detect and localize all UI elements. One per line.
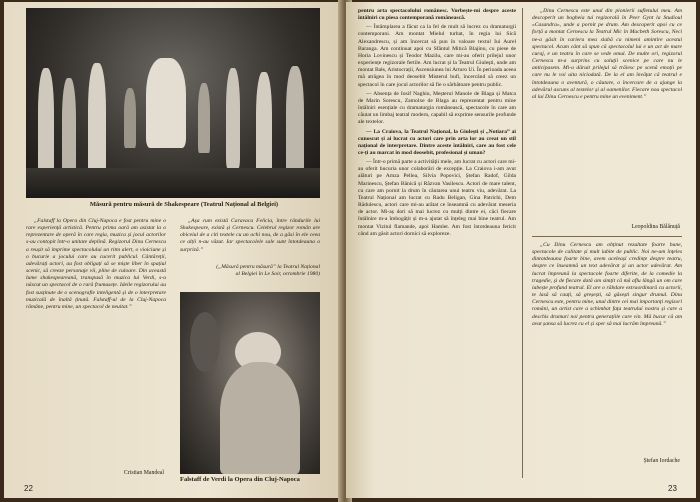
photo-bottom-caption: Falstaff de Verdi la Opera din Cluj-Napoca bbox=[180, 476, 300, 483]
right-page bbox=[346, 2, 696, 498]
right-col2-signature-2: Ștefan Iordache bbox=[643, 458, 680, 464]
photo-shakespeare-stage bbox=[26, 8, 320, 198]
page-number-left: 22 bbox=[24, 484, 33, 493]
photo-falstaff-opera bbox=[180, 292, 320, 474]
column-divider bbox=[522, 8, 523, 478]
left-col1-text: „Falstaff la Opera din Cluj-Napoca e fost pentru mine o rare experiență artistică. Pentru prima oară am asistat la o reprezentare de operă în care regia, muzica și jocul actorilor s-au contopit într-o unitate deplină. Regizorul Dinu Cernescu a reușit să imprime spectacolului un ritm alert, o vioiciune și o bucurie a jocului care au cucerit publicul. Cântăreții, adevărați actori, au fost obligați să se miște liber în spațiul scenic, să creeze personaje vii, pline de culoare. Din această lume shakespeareană, transpusă în muzica lui Verdi, s-a născut un spectacol de o rară frumusețe. Ideile regizorului au fost susținute de o scenografie inteligentă și de o interpretare muzicală de înaltă ținută. Falstaff-ul de la Cluj-Napoca rămâne, pentru mine, un spectacol de neuitat.” bbox=[26, 218, 166, 310]
right-col2-text-2: „Cu Dinu Cernescu am obținut rezultate foarte bune, spectacole de calitate și mult iubite de public. Noi ne-am înțeles dintotdeauna foarte bine, avem aceleași credințe despre teatru, despre ce înseamnă un text adevărat și un actor adevărat. Am lucrat împreună la spectacole foarte diferite, de la comedie la tragedie, și de fiecare dată am simțit că mă aflu lângă un om care iubește profund teatrul. El are o răbdare extraordinară cu actorii, te lasă să cauți, să greșești, să găsești singur drumul. Dinu Cernescu este, pentru mine, unul dintre cei mai importanți regizori români, un artist care a schimbat fața teatrului nostru și care a deschis drumuri noi pentru generațiile care vin. Mă bucur că am avut șansa să lucrez cu el și sper să mai lucrăm împreună.” bbox=[532, 242, 682, 327]
left-page bbox=[4, 2, 344, 498]
right-col2-signature-1: Leopoldina Bălănuță bbox=[631, 224, 680, 230]
left-col2-quote-source: („Măsură pentru măsură” la Teatrul Național al Belgiei în Le Soir, octombrie 1980) bbox=[216, 264, 320, 277]
page-number-right: 23 bbox=[668, 484, 677, 493]
right-col2-text: „Dinu Cernescu este unul din pionierii sufletului meu. Am descoperit un bogheia tui regizorală în Peer Gynt la Studioul «Casandra», unde a pornit pe drum. Am descoperit apoi cu ce forță a montat Cernescu la Teatrul Mic în Macbeth Sorescu, Neci ne-a găsit în cariera mea slabă ca nimeni amintire acestui spectacol. Acum cânt să spun că spectacolul lui e un act de mare curaj, e un teatru în care se vede omul. De multe ori, regizorul Cernescu m-a surprins cu soluții scenice pe care nu le anticipasem. Mi-a dăruit prilejul să trăiesc pe scenă emoții pe care nu le voi uita niciodată. De la el am învățat că teatrul e întotdeauna o aventură, o căutare, o încercare de a ajunge la adevărul ascuns al textelor și al oamenilor. Fiecare nou spectacol al lui Dinu Cernescu e pentru mine un eveniment.” bbox=[532, 8, 682, 100]
left-col1-signature: Cristian Mandeal bbox=[123, 470, 164, 476]
photo-top-caption: Măsură pentru măsură de Shakespeare (Teatrul Național al Belgiei) bbox=[89, 201, 279, 208]
left-col2-quote: „Așa cum există Caravaca Felicia, între rândurile lui Shakespeare, există și Cernescu. Celebrul regizor român are obiceiul de a citi textele cu un ochi nou, de a găsi în ele ceea ce alții n-au văzut. Iar spectacolele sale sunt întotdeauna o surpriză.” bbox=[180, 218, 320, 253]
right-col1-text: pentru arta spectacolului românesc. Vorbește-mi despre aceste întâlniri cu piesa contemporană românească. — Întâmplarea a făcut ca la fel de mult să lucrez cu dramaturgii contemporani. Am montat Mielul turbat, în regia lui Sică Alexandrescu, și am încercat să pun în valoare textul Iui Aurel Baranga. Am continuat apoi cu Sfântul Mitică Blajinu, cu piese de Horia Lovinescu și Teodor Mazilu, care mi-au oferit prilejul unor experiențe regizorale fertile. Am lucrat și la Teatrul Giulești, unde am montat Bałs, Aristocrații, Ascensiunea lui Arturo Ui. În perioada aceea mă atrăgea în mod deosebit Misterul bufi, încercând să creez un spectacol în care jocul actorilor să fie o sărbătoare pentru public. — Absența de Iosif Naghiu, Meșterul Manole de Blaga și Matca de Marin Sorescu, Zamolxe de Blaga au reprezentat pentru mine întâlniri esențiale cu dramaturgia românească, spectacole în care am căutat un limbaj teatral modern, capabil să exprime sensurile profunde ale textelor. — La Craiova, la Teatrul Național, la Giulești și „Notiara” ai cunoscut și ai lucrat cu actori care prin arta lor au creat un stil național de interpretare. Dintre aceste întâlniri, care au fost cele ce-ți au marcat în mod deosebit, profesional și uman? — Într-o primă parte a activității mele, am lucrat cu actori care mi-au oferit bucuria unor colaborări de excepție. La Craiova i-am avut alături pe Amza Pellea, Silvia Popovici, Ștefan Radof, Gilda Marinescu, Ștefan Bănică și Răzvan Vasilescu. Actori de mare talent, cu care am pornit la drum în căutarea unui teatru viu, adevărat. La Teatrul Național am lucrat cu Radu Beligan, Gina Patrichi, Dem Rădulescu, actori care mi-au arătat ce înseamnă cu adevărat meseria de actor. Mi-aș dori să mai lucrez cu mulți dintre ei, căci fiecare întâlnire m-a îmbogățit și m-a ajutat să înțeleg mai bine teatrul. Am montat Vizitul flamande, apoi Hamlet. Am fost întotdeauna fericit când am găsit actori dornici să exploreze. bbox=[358, 8, 516, 237]
section-divider bbox=[532, 236, 682, 237]
